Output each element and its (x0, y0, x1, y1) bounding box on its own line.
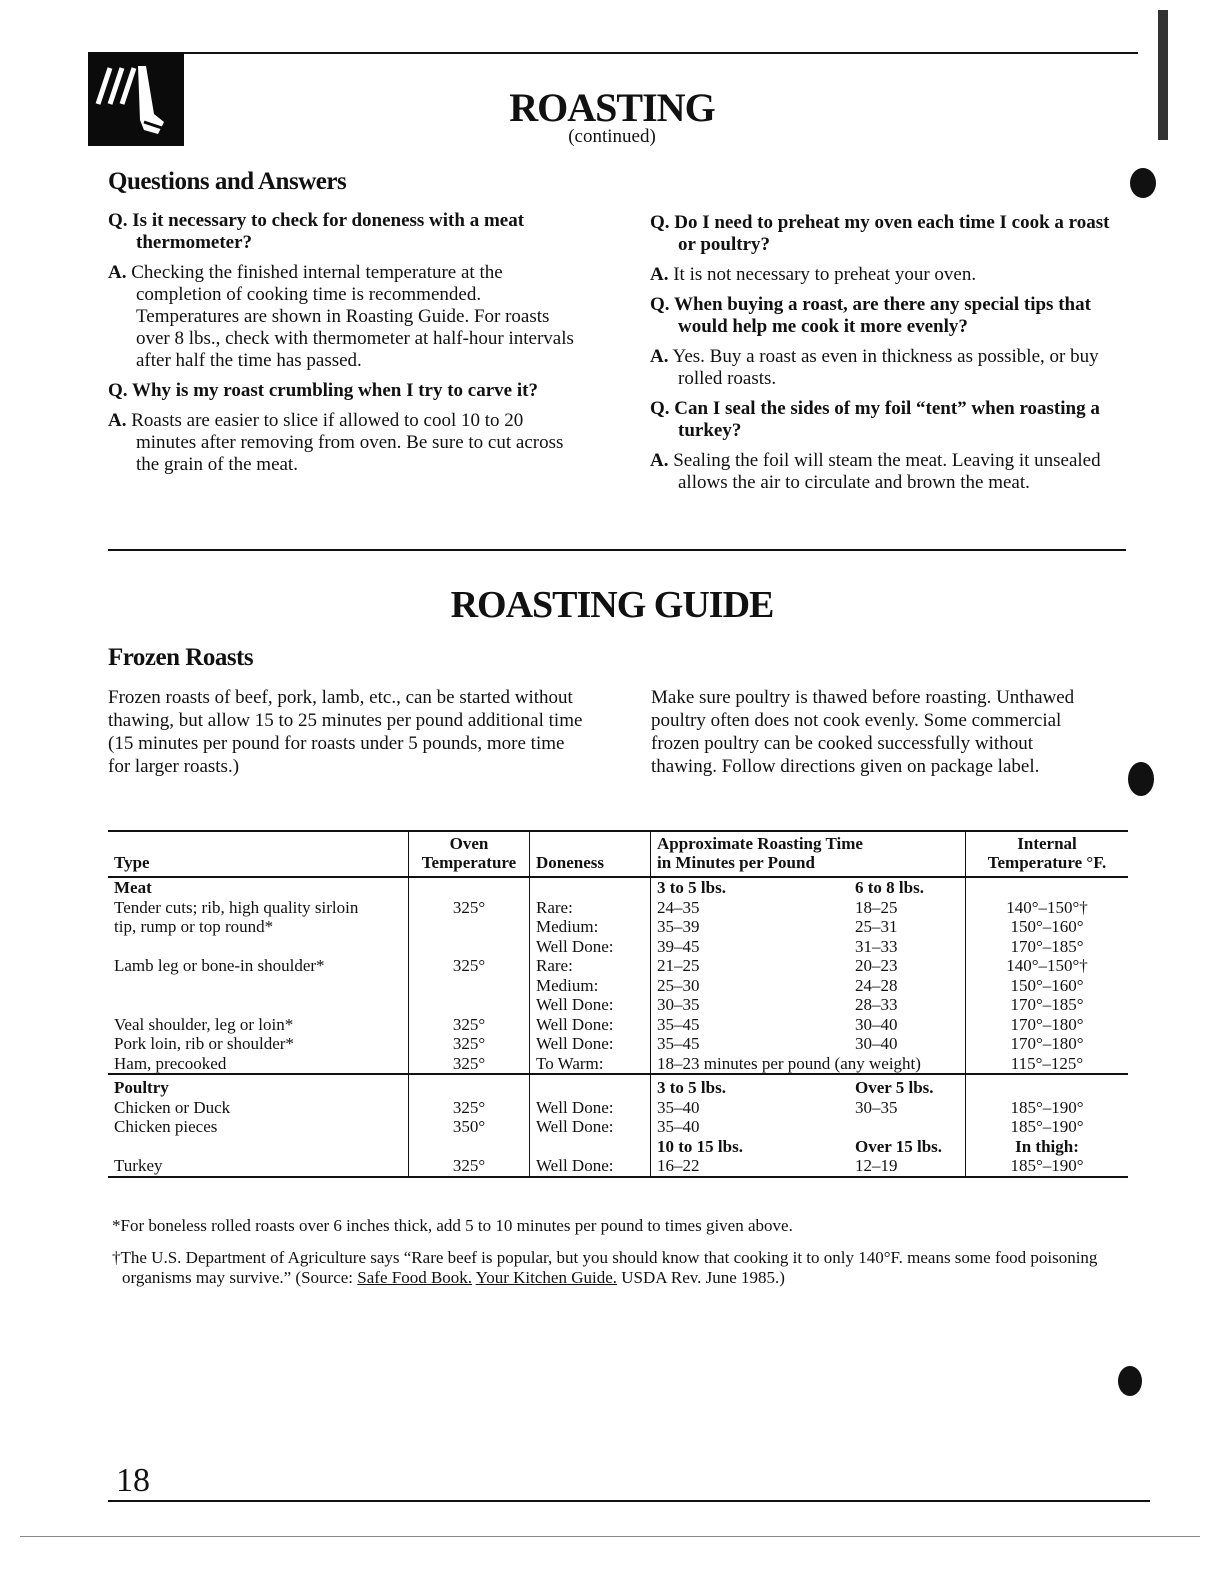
table-row (108, 877, 1128, 898)
cell-type: Lamb leg or bone-in shoulder* (114, 956, 325, 975)
page-number: 18 (116, 1462, 150, 1499)
cell-type: Meat (114, 878, 152, 897)
table-row (108, 1015, 1128, 1035)
cell-t2: Over 15 lbs. (855, 1136, 943, 1156)
table-row (108, 956, 1128, 976)
boneless-note: *For boneless rolled roasts over 6 inches thick, add 5 to 10 minutes per pound to times given above. (112, 1216, 793, 1235)
guide-title: ROASTING GUIDE (450, 584, 774, 626)
cell-internal: 170°–180° (966, 1015, 1129, 1035)
cell-done: Well Done: (530, 1156, 651, 1177)
cell-internal: In thigh: (966, 1137, 1129, 1157)
cell-temp: 325° (409, 956, 530, 976)
cell-temp (409, 1137, 530, 1157)
cell-done: Well Done: (530, 937, 651, 957)
cell-internal: 140°–150°† (966, 898, 1129, 918)
cell-temp: 325° (409, 1015, 530, 1035)
cell-type: Veal shoulder, leg or loin* (114, 1014, 294, 1034)
cell-t1: 35–39 (651, 917, 850, 937)
binding-mark (1128, 762, 1154, 796)
cell-temp: 325° (409, 1034, 530, 1054)
cell-t2: 20–23 (855, 956, 898, 975)
table-row (108, 1156, 1128, 1177)
cell-t1: 3 to 5 lbs. (651, 877, 850, 898)
cell-t1: 10 to 15 lbs. (651, 1137, 850, 1157)
edge-mark (1158, 10, 1168, 140)
table-row (108, 1098, 1128, 1118)
cell-t2: Over 5 lbs. (849, 1074, 966, 1098)
footer-rule (108, 1500, 1150, 1502)
cell-done (530, 877, 651, 898)
cell-type: Pork loin, rib or shoulder* (114, 1034, 294, 1053)
table-row (108, 1034, 1128, 1054)
cell-done: Medium: (530, 976, 651, 996)
cell-done (530, 1137, 651, 1157)
cell-temp (409, 877, 530, 898)
cell-t2: 12–19 (855, 1156, 898, 1175)
meat-section (108, 877, 1128, 1074)
cell-done: Medium: (530, 917, 651, 937)
table-row (108, 917, 1128, 937)
qa-item: A. Sealing the foil will steam the meat. Leaving it unsealed allows the air to circulate and brown the meat. (650, 450, 1101, 493)
cell-temp: 325° (409, 1054, 530, 1075)
cell-t2: 6 to 8 lbs. (855, 878, 924, 897)
cell-internal: 115°–125° (966, 1054, 1129, 1075)
cell-done: Well Done: (530, 995, 651, 1015)
cell-t2: 18–25 (855, 897, 898, 917)
cell-type: Chicken pieces (114, 1117, 218, 1136)
qa-item: Q. Why is my roast crumbling when I try to carve it? (108, 380, 538, 401)
cell-temp: 350° (409, 1117, 530, 1137)
cell-t1: 30–35 (651, 995, 850, 1015)
qa-left-column (108, 210, 578, 484)
cell-internal: 150°–160° (966, 917, 1129, 937)
table-row (108, 1054, 1128, 1075)
table-row (108, 898, 1128, 918)
cell-internal (966, 1074, 1129, 1098)
roasting-table (108, 830, 1128, 1178)
cell-done (530, 1074, 651, 1098)
cell-t1: 16–22 (651, 1156, 850, 1177)
cell-temp (409, 917, 530, 937)
qa-item: A. Roasts are easier to slice if allowed to cool 10 to 20 minutes after removing from oven. Be sure to cut across the grain of the meat. (108, 410, 564, 475)
cell-internal: 170°–185° (966, 937, 1129, 957)
qa-item: Q. When buying a roast, are there any special tips that would help me cook it more evenly? (650, 294, 1091, 337)
cell-t1: 35–45 (651, 1015, 850, 1035)
cell-t1: 35–40 (651, 1117, 850, 1137)
cell-t1: 24–35 (651, 898, 850, 918)
table-row (108, 1074, 1128, 1098)
col-type: Type (108, 831, 409, 877)
col-roasting-time: Approximate Roasting Time in Minutes per Pound (651, 831, 966, 877)
cell-done: Well Done: (530, 1015, 651, 1035)
table-row (108, 937, 1128, 957)
section-divider (108, 549, 1126, 551)
cell-done: Rare: (530, 898, 651, 918)
qa-right-column (650, 212, 1120, 502)
cell-internal: 185°–190° (966, 1117, 1129, 1137)
cell-type (108, 937, 409, 957)
cell-type: Turkey (114, 1156, 163, 1175)
cell-internal (966, 877, 1129, 898)
table-row (108, 995, 1128, 1015)
cell-type: Ham, precooked (114, 1053, 227, 1073)
cell-t2: 25–31 (855, 917, 898, 936)
cell-t1: 21–25 (651, 956, 850, 976)
cell-type: Tender cuts; rib, high quality sirloin (114, 897, 359, 917)
cell-internal: 185°–190° (966, 1098, 1129, 1118)
cell-internal: 140°–150°† (966, 956, 1129, 976)
cell-temp (409, 995, 530, 1015)
page-title: ROASTING (509, 85, 715, 130)
qa-item: Q. Do I need to preheat my oven each time I cook a roast or poultry? (650, 212, 1110, 255)
cell-t1: 35–40 (651, 1098, 850, 1118)
cell-t1: 25–30 (651, 976, 850, 996)
cell-type: tip, rump or top round* (114, 917, 274, 936)
cell-t2: 31–33 (855, 936, 898, 956)
binding-mark (1118, 1366, 1142, 1396)
cell-done: Well Done: (530, 1098, 651, 1118)
cell-done: Rare: (530, 956, 651, 976)
cell-internal: 150°–160° (966, 976, 1129, 996)
cell-type (108, 1137, 409, 1157)
cell-t2 (849, 1117, 966, 1137)
cell-t2: 28–33 (855, 995, 898, 1014)
cell-t2: 24–28 (855, 975, 898, 995)
table-row (108, 1117, 1128, 1137)
cell-type: Chicken or Duck (114, 1097, 231, 1117)
usda-note: †The U.S. Department of Agriculture says “Rare beef is popular, but you should know that cooking it to only 140°F. means some food poisoning organisms may survive.” (Source: Safe Food Book. Your Kitchen Guide. USDA Rev. June 1985.) (112, 1248, 1098, 1287)
qa-heading: Questions and Answers (108, 168, 347, 195)
cell-t2: 30–40 (855, 1034, 898, 1053)
cell-type: Poultry (108, 1074, 409, 1098)
cell-type (108, 995, 409, 1015)
cell-t2: 30–40 (855, 1014, 898, 1034)
qa-item: A. It is not necessary to preheat your oven. (650, 264, 977, 285)
cell-done: Well Done: (530, 1117, 651, 1137)
col-internal-temp: Internal Temperature °F. (966, 831, 1129, 877)
table-row (108, 1137, 1128, 1157)
cell-t1: 35–45 (651, 1034, 850, 1054)
qa-item: Q. Can I seal the sides of my foil “tent” when roasting a turkey? (650, 398, 1100, 441)
cell-t1: 18–23 minutes per pound (any weight) (651, 1054, 966, 1075)
table-header-row (108, 831, 1128, 877)
cell-internal: 170°–185° (966, 995, 1129, 1015)
qa-item: A. Checking the finished internal temperature at the completion of cooking time is recommended. Temperatures are shown in Roasting Guide. For roasts over 8 lbs., check with thermometer at half-hour intervals after half the time has passed. (108, 262, 574, 371)
cell-temp: 325° (409, 1156, 530, 1177)
poultry-section (108, 1074, 1128, 1177)
cell-done: Well Done: (530, 1034, 651, 1054)
page-subtitle: (continued) (568, 126, 656, 147)
table-row (108, 976, 1128, 996)
usda-source-subtitle: Your Kitchen Guide. (475, 1268, 618, 1287)
frozen-roasts-text: Frozen roasts of beef, pork, lamb, etc., can be started without thawing, but allow 15 to 25 minutes per pound additional time (15 minutes per pound for roasts under 5 pounds, more time for larger roasts.) (108, 687, 583, 777)
cell-temp (409, 937, 530, 957)
binding-mark (1130, 168, 1156, 198)
cell-internal: 170°–180° (966, 1034, 1129, 1054)
col-doneness: Doneness (530, 831, 651, 877)
cell-type (108, 976, 409, 996)
usda-source-title: Safe Food Book. (357, 1268, 473, 1287)
cell-temp (409, 1074, 530, 1098)
scan-edge-rule (20, 1536, 1200, 1537)
cell-temp (409, 976, 530, 996)
cell-t1: 39–45 (651, 937, 850, 957)
cell-t1: 3 to 5 lbs. (651, 1074, 850, 1098)
cell-temp: 325° (409, 1098, 530, 1118)
cell-t2: 30–35 (855, 1097, 898, 1117)
col-oven-temp: Oven Temperature (409, 831, 530, 877)
qa-item: Q. Is it necessary to check for doneness with a meat thermometer? (108, 210, 525, 253)
top-rule (88, 52, 1138, 54)
cell-temp: 325° (409, 898, 530, 918)
cell-internal: 185°–190° (966, 1156, 1129, 1177)
cell-done: To Warm: (530, 1054, 651, 1075)
poultry-thaw-text: Make sure poultry is thawed before roasting. Unthawed poultry often does not cook evenly. Some commercial frozen poultry can be cooked successfully without thawing. Follow directions given on package label. (651, 687, 1075, 777)
frozen-roasts-heading: Frozen Roasts (108, 644, 254, 671)
qa-item: A. Yes. Buy a roast as even in thickness as possible, or buy rolled roasts. (650, 346, 1099, 389)
